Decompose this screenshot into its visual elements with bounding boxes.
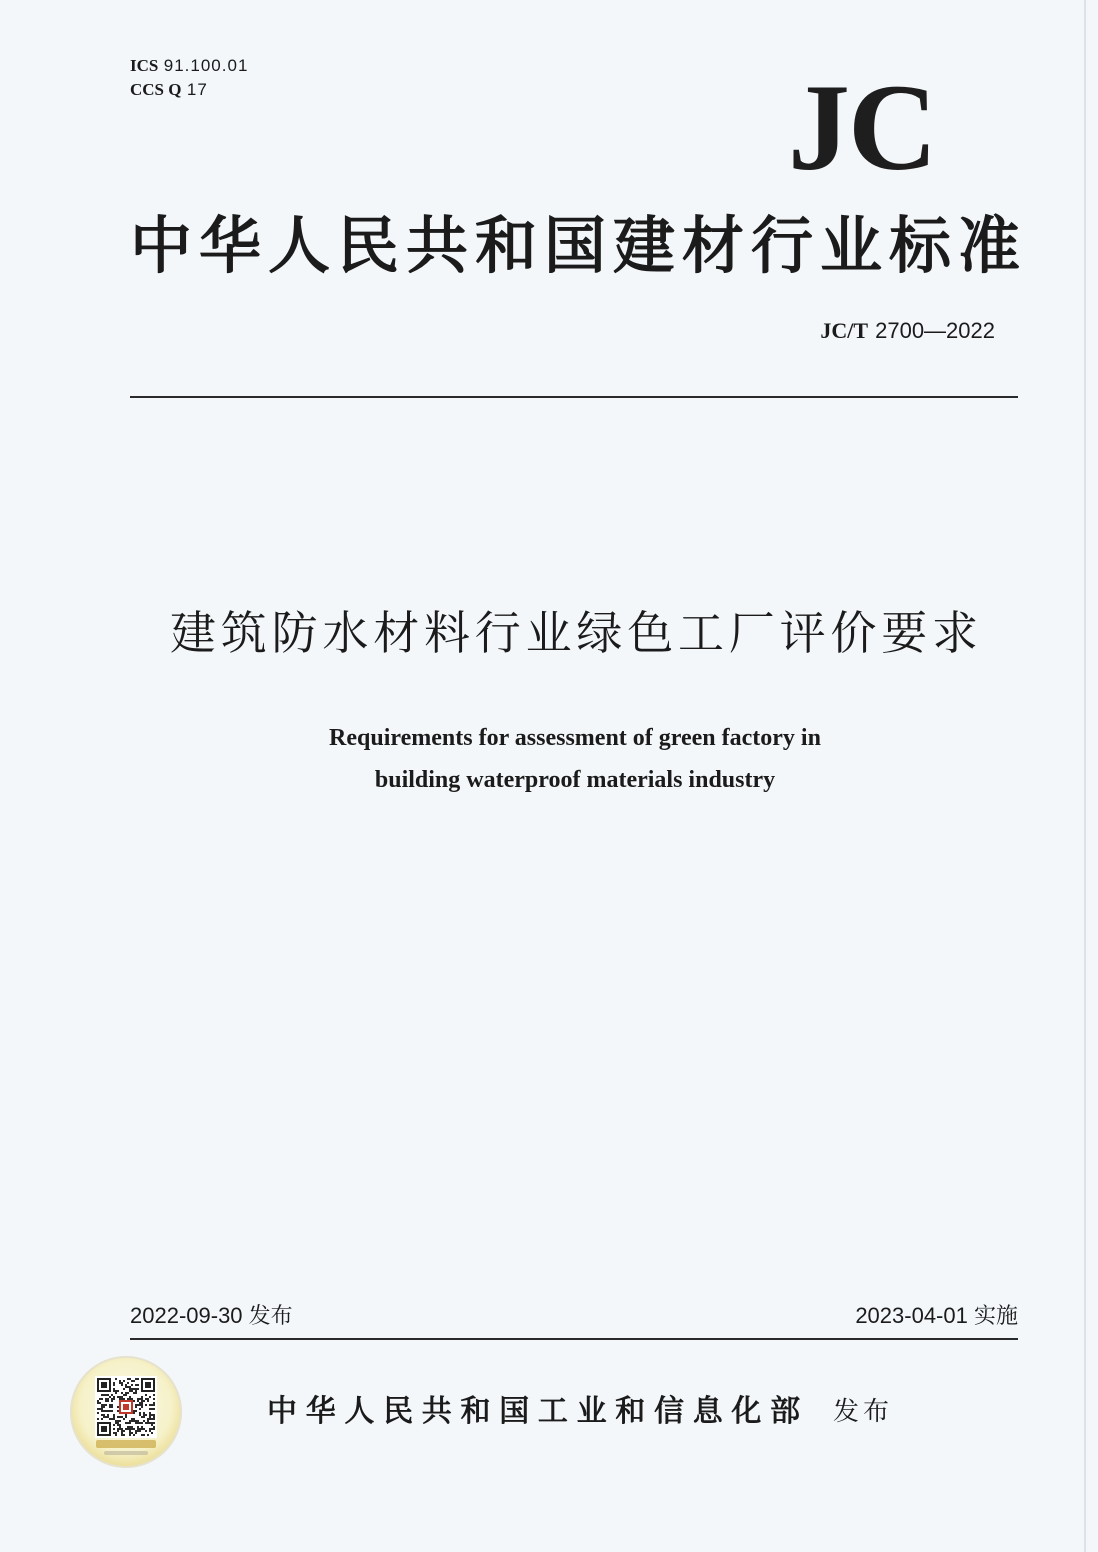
standard-number-value: 2700—2022 xyxy=(875,318,995,343)
qr-module xyxy=(117,1430,119,1432)
qr-module xyxy=(149,1428,151,1430)
qr-module xyxy=(139,1428,141,1430)
qr-module xyxy=(101,1406,103,1408)
qr-module xyxy=(131,1418,133,1420)
qr-module xyxy=(121,1392,123,1394)
qr-module xyxy=(97,1402,99,1404)
qr-module xyxy=(123,1398,125,1400)
qr-module xyxy=(151,1408,153,1410)
qr-module xyxy=(111,1410,113,1412)
qr-module xyxy=(131,1380,133,1382)
qr-module xyxy=(129,1378,131,1380)
qr-module xyxy=(109,1404,111,1406)
publish-label: 发布 xyxy=(248,1304,293,1329)
qr-module xyxy=(135,1420,137,1422)
ccs-label: CCS Q xyxy=(130,80,182,99)
qr-module xyxy=(101,1398,103,1400)
qr-module xyxy=(107,1400,109,1402)
qr-module xyxy=(143,1416,145,1418)
qr-module xyxy=(103,1410,105,1412)
qr-module xyxy=(131,1388,133,1390)
qr-module xyxy=(125,1416,127,1418)
qr-module xyxy=(151,1424,153,1426)
qr-module xyxy=(135,1390,137,1392)
qr-module xyxy=(137,1428,139,1430)
qr-module xyxy=(153,1428,155,1430)
qr-module xyxy=(123,1418,125,1420)
ccs-number: 17 xyxy=(186,80,208,99)
qr-module xyxy=(119,1398,121,1400)
qr-module xyxy=(107,1414,109,1416)
qr-module xyxy=(129,1420,131,1422)
qr-module xyxy=(153,1426,155,1428)
qr-module xyxy=(135,1388,137,1390)
seal-band xyxy=(96,1440,156,1448)
qr-module xyxy=(153,1404,155,1406)
publish-date: 2022-09-30 xyxy=(130,1303,243,1328)
qr-module xyxy=(97,1418,99,1420)
document-title-chinese: 建筑防水材料行业绿色工厂评价要求 xyxy=(170,606,983,660)
qr-module xyxy=(149,1396,151,1398)
qr-module xyxy=(127,1422,129,1424)
ics-label: ICS xyxy=(130,56,159,75)
qr-module xyxy=(117,1396,119,1398)
qr-module xyxy=(151,1404,153,1406)
qr-module xyxy=(141,1406,143,1408)
qr-module xyxy=(137,1404,139,1406)
qr-module xyxy=(109,1418,111,1420)
qr-module xyxy=(137,1384,139,1386)
qr-module xyxy=(139,1422,141,1424)
qr-module xyxy=(113,1418,115,1420)
qr-module xyxy=(145,1414,147,1416)
qr-module xyxy=(119,1380,121,1382)
qr-module xyxy=(139,1430,141,1432)
qr-module xyxy=(135,1378,137,1380)
qr-module xyxy=(97,1412,99,1414)
qr-module xyxy=(145,1430,147,1432)
qr-module xyxy=(129,1396,131,1398)
qr-module xyxy=(153,1402,155,1404)
qr-module xyxy=(101,1410,103,1412)
qr-module xyxy=(121,1434,123,1436)
qr-module xyxy=(151,1414,153,1416)
qr-module xyxy=(115,1432,117,1434)
qr-module xyxy=(127,1382,129,1384)
qr-module xyxy=(133,1418,135,1420)
qr-module xyxy=(149,1404,151,1406)
qr-module xyxy=(97,1408,99,1410)
qr-code-icon xyxy=(95,1376,157,1438)
qr-module xyxy=(117,1406,119,1408)
qr-module xyxy=(117,1420,119,1422)
qr-module xyxy=(143,1414,145,1416)
qr-module xyxy=(121,1416,123,1418)
qr-module xyxy=(103,1416,105,1418)
qr-module xyxy=(133,1388,135,1390)
qr-module xyxy=(135,1432,137,1434)
qr-module xyxy=(149,1430,151,1432)
qr-module xyxy=(141,1428,143,1430)
qr-module xyxy=(127,1426,129,1428)
qr-module xyxy=(151,1418,153,1420)
qr-module xyxy=(119,1420,121,1422)
qr-module xyxy=(137,1420,139,1422)
qr-module xyxy=(109,1410,111,1412)
qr-module xyxy=(117,1422,119,1424)
qr-module xyxy=(119,1416,121,1418)
qr-module xyxy=(139,1412,141,1414)
qr-module xyxy=(101,1394,103,1396)
qr-module xyxy=(127,1398,129,1400)
qr-module xyxy=(125,1394,127,1396)
issue-action-label: 发布 xyxy=(833,1397,894,1427)
qr-module xyxy=(105,1410,107,1412)
qr-module xyxy=(151,1422,153,1424)
qr-module xyxy=(117,1424,119,1426)
qr-module xyxy=(129,1432,131,1434)
qr-module xyxy=(113,1416,115,1418)
qr-module xyxy=(101,1418,103,1420)
qr-module xyxy=(113,1396,115,1398)
qr-module xyxy=(141,1434,143,1436)
qr-module xyxy=(131,1420,133,1422)
qr-module xyxy=(119,1382,121,1384)
qr-module xyxy=(153,1422,155,1424)
qr-module xyxy=(139,1402,141,1404)
qr-module xyxy=(143,1434,145,1436)
qr-module xyxy=(141,1416,143,1418)
qr-module xyxy=(121,1384,123,1386)
qr-module xyxy=(119,1424,121,1426)
qr-module xyxy=(107,1398,109,1400)
qr-module xyxy=(147,1398,149,1400)
qr-module xyxy=(119,1396,121,1398)
qr-module xyxy=(99,1402,101,1404)
qr-module xyxy=(133,1434,135,1436)
qr-module xyxy=(145,1404,147,1406)
publish-date-line xyxy=(130,1302,293,1331)
qr-module xyxy=(129,1390,131,1392)
qr-module xyxy=(113,1390,115,1392)
qr-module xyxy=(145,1422,147,1424)
qr-module xyxy=(111,1394,113,1396)
qr-module xyxy=(141,1426,143,1428)
qr-module xyxy=(103,1414,105,1416)
qr-module xyxy=(109,1396,111,1398)
qr-module xyxy=(139,1398,141,1400)
qr-module xyxy=(141,1422,143,1424)
qr-module xyxy=(107,1416,109,1418)
qr-module xyxy=(129,1428,131,1430)
qr-module xyxy=(141,1404,143,1406)
qr-module xyxy=(125,1428,127,1430)
qr-module xyxy=(101,1382,107,1388)
qr-module xyxy=(143,1400,145,1402)
qr-module xyxy=(133,1392,135,1394)
qr-module xyxy=(119,1428,121,1430)
qr-module xyxy=(101,1414,103,1416)
qr-module xyxy=(141,1402,143,1404)
qr-module xyxy=(139,1408,141,1410)
qr-module xyxy=(145,1382,151,1388)
qr-module xyxy=(105,1416,107,1418)
qr-module xyxy=(133,1400,135,1402)
qr-module xyxy=(121,1432,123,1434)
qr-module xyxy=(143,1420,145,1422)
qr-module xyxy=(153,1418,155,1420)
qr-module xyxy=(143,1428,145,1430)
qr-module xyxy=(137,1388,139,1390)
qr-module xyxy=(117,1390,119,1392)
qr-module xyxy=(115,1378,117,1380)
qr-module xyxy=(113,1428,115,1430)
qr-module xyxy=(123,1380,125,1382)
qr-module xyxy=(141,1398,143,1400)
qr-module xyxy=(135,1406,137,1408)
qr-module xyxy=(147,1422,149,1424)
qr-module xyxy=(135,1430,137,1432)
qr-module xyxy=(103,1406,105,1408)
jc-logo: JC xyxy=(788,59,936,196)
qr-module xyxy=(149,1412,151,1414)
qr-module xyxy=(133,1428,135,1430)
issuing-authority: 中华人民共和国工业和信息化部 xyxy=(267,1394,809,1429)
qr-module xyxy=(97,1400,99,1402)
qr-module xyxy=(111,1406,113,1408)
qr-module xyxy=(113,1432,115,1434)
standard-type-heading: 中华人民共和国建材行业标准 xyxy=(130,209,1028,282)
top-divider xyxy=(130,396,1018,398)
qr-module xyxy=(127,1428,129,1430)
qr-module xyxy=(131,1384,133,1386)
qr-module xyxy=(105,1398,107,1400)
qr-module xyxy=(153,1394,155,1396)
seal-band-small xyxy=(104,1451,148,1455)
qr-module xyxy=(125,1384,127,1386)
qr-module xyxy=(135,1384,137,1386)
qr-module xyxy=(127,1386,129,1388)
qr-module xyxy=(121,1428,123,1430)
qr-module xyxy=(111,1398,113,1400)
qr-module xyxy=(129,1434,131,1436)
qr-module xyxy=(131,1426,133,1428)
qr-module xyxy=(153,1398,155,1400)
qr-module xyxy=(129,1422,131,1424)
document-title-english-line1: Requirements for assessment of green factory in xyxy=(329,725,821,751)
qr-module xyxy=(147,1434,149,1436)
qr-module xyxy=(125,1414,127,1416)
implement-label: 实施 xyxy=(973,1304,1018,1329)
qr-module xyxy=(115,1392,117,1394)
qr-module xyxy=(117,1410,119,1412)
qr-module xyxy=(131,1428,133,1430)
qr-module xyxy=(149,1414,151,1416)
qr-module xyxy=(115,1422,117,1424)
qr-module xyxy=(137,1398,139,1400)
qr-module xyxy=(125,1386,127,1388)
qr-module xyxy=(113,1414,115,1416)
qr-module xyxy=(115,1420,117,1422)
qr-module xyxy=(101,1404,103,1406)
implement-date: 2023-04-01 xyxy=(855,1303,968,1328)
qr-module xyxy=(121,1430,123,1432)
qr-module xyxy=(151,1428,153,1430)
qr-module xyxy=(137,1422,139,1424)
qr-module xyxy=(109,1406,111,1408)
qr-module xyxy=(111,1418,113,1420)
qr-module xyxy=(117,1416,119,1418)
qr-module xyxy=(121,1396,123,1398)
qr-module xyxy=(127,1392,129,1394)
qr-module xyxy=(125,1392,127,1394)
qr-module xyxy=(127,1378,129,1380)
qr-module xyxy=(123,1388,125,1390)
qr-module xyxy=(137,1400,139,1402)
qr-module xyxy=(103,1404,105,1406)
qr-module xyxy=(141,1396,143,1398)
qr-module xyxy=(117,1428,119,1430)
scan-edge-shadow xyxy=(1084,0,1086,1552)
qr-module xyxy=(135,1392,137,1394)
qr-module xyxy=(145,1398,147,1400)
qr-module xyxy=(103,1394,105,1396)
qr-module xyxy=(131,1390,133,1392)
qr-module xyxy=(149,1418,151,1420)
qr-module xyxy=(113,1398,115,1400)
qr-module xyxy=(115,1434,117,1436)
qr-module xyxy=(149,1416,151,1418)
qr-module xyxy=(131,1432,133,1434)
qr-module xyxy=(135,1422,137,1424)
implement-date-line xyxy=(855,1302,1018,1331)
anti-counterfeit-seal-icon xyxy=(70,1356,182,1468)
qr-module xyxy=(119,1426,121,1428)
qr-module xyxy=(135,1404,137,1406)
qr-module xyxy=(111,1404,113,1406)
qr-module xyxy=(123,1434,125,1436)
qr-module xyxy=(137,1378,139,1380)
qr-module xyxy=(143,1412,145,1414)
qr-module xyxy=(145,1394,147,1396)
qr-module xyxy=(153,1414,155,1416)
qr-module xyxy=(105,1404,107,1406)
ics-number: 91.100.01 xyxy=(163,56,249,75)
qr-module xyxy=(111,1400,113,1402)
qr-module xyxy=(99,1398,101,1400)
qr-module xyxy=(147,1418,149,1420)
qr-module xyxy=(133,1412,135,1414)
qr-module xyxy=(137,1426,139,1428)
qr-module xyxy=(113,1424,115,1426)
bottom-divider xyxy=(130,1338,1018,1340)
document-title-english-line2: building waterproof materials industry xyxy=(374,767,776,793)
qr-module xyxy=(123,1430,125,1432)
qr-module xyxy=(113,1388,115,1390)
qr-module xyxy=(149,1408,151,1410)
qr-module xyxy=(113,1384,115,1386)
qr-module xyxy=(149,1422,151,1424)
qr-module xyxy=(129,1430,131,1432)
qr-module xyxy=(129,1426,131,1428)
qr-module xyxy=(133,1380,135,1382)
qr-module xyxy=(131,1398,133,1400)
qr-module xyxy=(147,1400,149,1402)
standard-number xyxy=(820,318,995,345)
qr-module xyxy=(137,1430,139,1432)
qr-module xyxy=(99,1408,101,1410)
qr-module xyxy=(113,1382,115,1384)
qr-module xyxy=(107,1394,109,1396)
qr-module xyxy=(105,1400,107,1402)
qr-module xyxy=(101,1426,107,1432)
qr-module xyxy=(125,1422,127,1424)
qr-module xyxy=(139,1404,141,1406)
qr-module xyxy=(121,1398,123,1400)
qr-module xyxy=(153,1408,155,1410)
qr-module xyxy=(153,1416,155,1418)
qr-module xyxy=(139,1414,141,1416)
qr-module xyxy=(151,1432,153,1434)
standard-number-prefix: JC/T xyxy=(820,318,869,343)
qr-module xyxy=(123,1394,125,1396)
qr-module xyxy=(115,1390,117,1392)
qr-module xyxy=(121,1382,123,1384)
qr-module xyxy=(129,1386,131,1388)
qr-module xyxy=(147,1420,149,1422)
qr-module xyxy=(101,1408,103,1410)
qr-module xyxy=(129,1398,131,1400)
qr-module xyxy=(105,1394,107,1396)
qr-module xyxy=(133,1410,135,1412)
qr-module xyxy=(135,1410,137,1412)
qr-module xyxy=(141,1400,143,1402)
ics-code-line xyxy=(130,55,248,77)
qr-module xyxy=(129,1388,131,1390)
qr-module xyxy=(107,1410,109,1412)
qr-module xyxy=(133,1420,135,1422)
ccs-code-line xyxy=(130,79,208,101)
qr-module xyxy=(123,1404,129,1410)
